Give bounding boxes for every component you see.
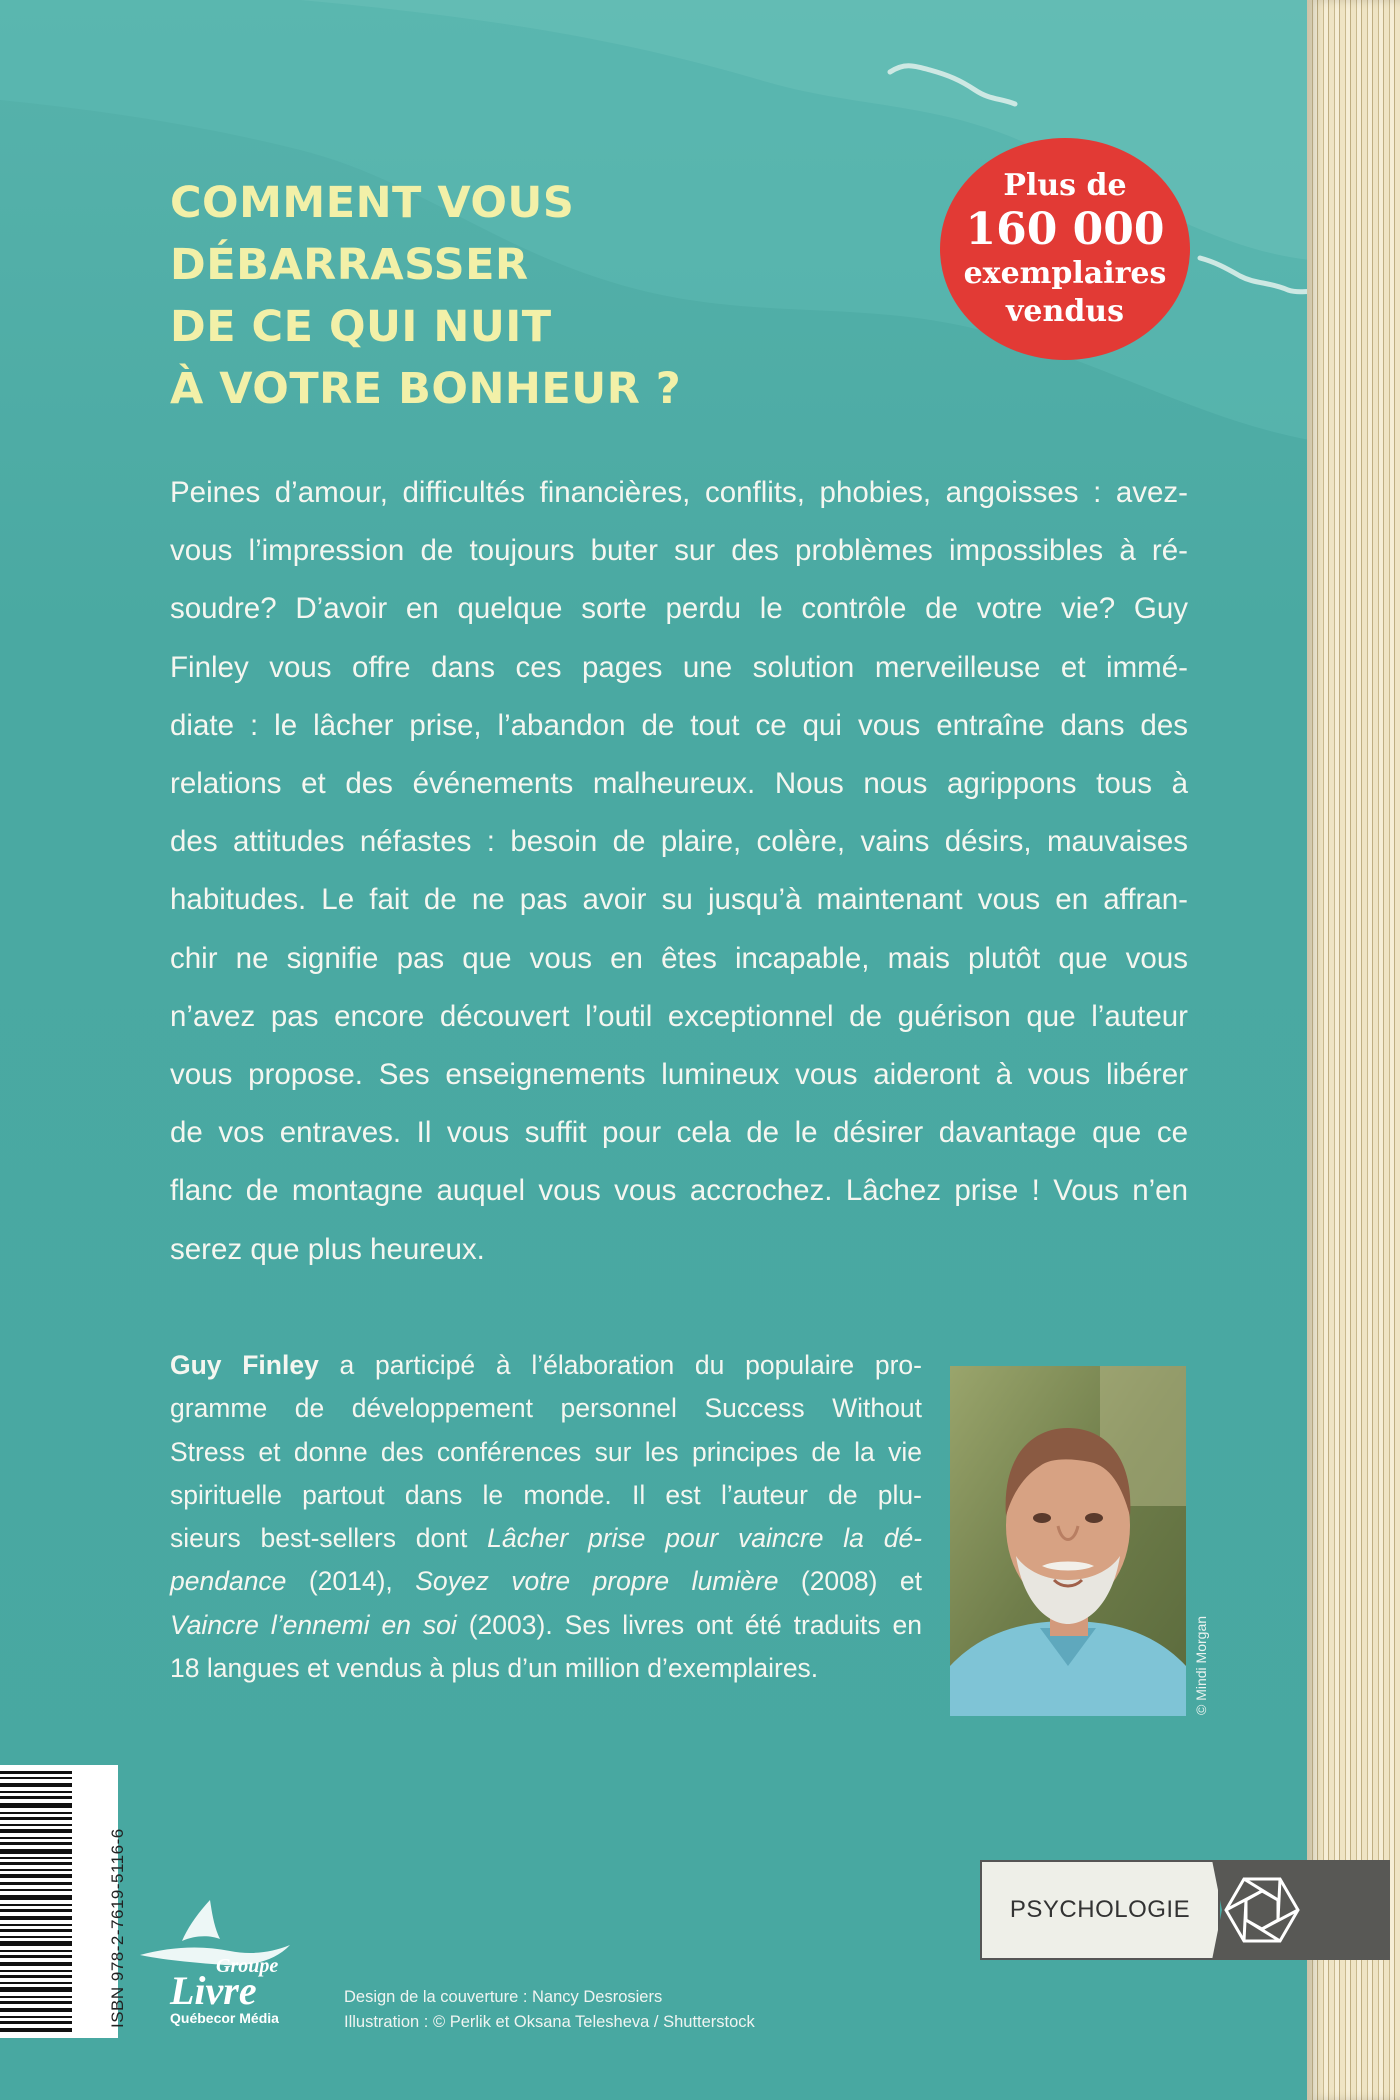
summary-line: relations et des événements malheureux. Nous nous agrippons tous à xyxy=(170,767,1188,801)
cover-credits xyxy=(344,1985,755,2035)
author-name: Guy Finley xyxy=(170,1350,319,1380)
author-photo xyxy=(950,1366,1186,1716)
design-credit: Design de la couverture : Nancy Desrosiers xyxy=(344,1988,663,2006)
book-title: Vaincre l’ennemi en soi xyxy=(170,1609,457,1640)
book-title: Soyez votre propre lumière xyxy=(415,1566,779,1597)
category-tag xyxy=(980,1860,1390,1960)
author-bio xyxy=(170,1344,922,1690)
summary-line: Finley vous offre dans ces pages une solution merveilleuse et immé- xyxy=(170,650,1188,684)
summary-line: vous l’impression de toujours buter sur des problèmes impossibles à ré- xyxy=(170,534,1188,568)
summary-line: n’avez pas encore découvert l’outil exceptionnel de guérison que l’auteur xyxy=(170,999,1188,1033)
bio-text: (2008) et xyxy=(778,1566,922,1597)
book-summary xyxy=(170,464,1188,1279)
bio-line: Stress et donne des conférences sur les principes de la vie xyxy=(170,1436,922,1467)
bio-text: a participé à l’élaboration du populaire pro- xyxy=(318,1350,922,1380)
bio-line: spirituelle partout dans le monde. Il est l’auteur de plu- xyxy=(170,1479,922,1510)
summary-line: serez que plus heureux. xyxy=(170,1232,485,1266)
summary-line: flanc de montagne auquel vous vous accrochez. Lâchez prise ! Vous n’en xyxy=(170,1174,1188,1208)
summary-line: de vos entraves. Il vous suffit pour cela de le désirer davantage que ce xyxy=(170,1116,1188,1150)
illustration-credit: Illustration : © Perlik et Oksana Telesheva / Shutterstock xyxy=(344,2013,755,2031)
category-label: PSYCHOLOGIE xyxy=(980,1860,1220,1960)
hexagon-aperture-icon xyxy=(1212,1860,1390,1960)
barcode xyxy=(0,1765,118,2038)
bio-line: 18 langues et vendus à plus d’un million d’exemplaires. xyxy=(170,1653,819,1684)
summary-line: soudre? D’avoir en quelque sorte perdu le contrôle de votre vie? Guy xyxy=(170,592,1188,626)
isbn-text: ISBN 978-2-7619-5116-6 xyxy=(108,1828,127,2028)
headline-line: DE CE QUI NUIT xyxy=(170,302,552,352)
publisher-group: Groupe xyxy=(216,1955,279,1977)
bio-line xyxy=(170,1604,922,1647)
badge-line: Plus de xyxy=(1003,168,1127,203)
bio-text: (2003). Ses livres ont été traduits en xyxy=(456,1609,922,1640)
headline-line: DÉBARRASSER xyxy=(170,240,529,290)
headline xyxy=(170,172,730,420)
bio-text: sieurs best-sellers dont xyxy=(170,1523,488,1554)
publisher-name: Livre xyxy=(170,1968,257,2013)
badge-line: exemplaires xyxy=(963,256,1167,291)
book-title: Lâcher prise pour vaincre la dé- xyxy=(487,1523,923,1554)
badge-count: 160 000 xyxy=(965,204,1165,255)
photo-credit: © Mindi Morgan xyxy=(1193,1615,1209,1715)
summary-line: vous propose. Ses enseignements lumineux vous aideront à vous libérer xyxy=(170,1058,1188,1092)
book-title: pendance xyxy=(170,1566,287,1597)
badge-line: vendus xyxy=(1005,294,1124,329)
bio-text: (2014), xyxy=(286,1566,416,1597)
summary-line: Peines d’amour, difficultés financières, conflits, phobies, angoisses : avez- xyxy=(170,476,1188,509)
bio-line xyxy=(170,1344,922,1387)
bio-line xyxy=(170,1560,922,1603)
summary-line: habitudes. Le fait de ne pas avoir su jusqu’à maintenant vous en affran- xyxy=(170,883,1188,917)
headline-line: À VOTRE BONHEUR ? xyxy=(170,364,682,414)
headline-line: COMMENT VOUS xyxy=(170,178,575,228)
sales-badge xyxy=(940,138,1190,360)
summary-line: chir ne signifie pas que vous en êtes incapable, mais plutôt que vous xyxy=(170,941,1188,975)
publisher-media: Québecor Média xyxy=(170,2010,279,2026)
summary-line: des attitudes néfastes : besoin de plaire, colère, vains désirs, mauvaises xyxy=(170,825,1188,859)
page-edges xyxy=(1307,0,1400,2100)
bio-line xyxy=(170,1517,922,1560)
summary-line: diate : le lâcher prise, l’abandon de tout ce qui vous entraîne dans des xyxy=(170,708,1188,742)
bio-line: gramme de développement personnel Success Without xyxy=(170,1393,922,1424)
